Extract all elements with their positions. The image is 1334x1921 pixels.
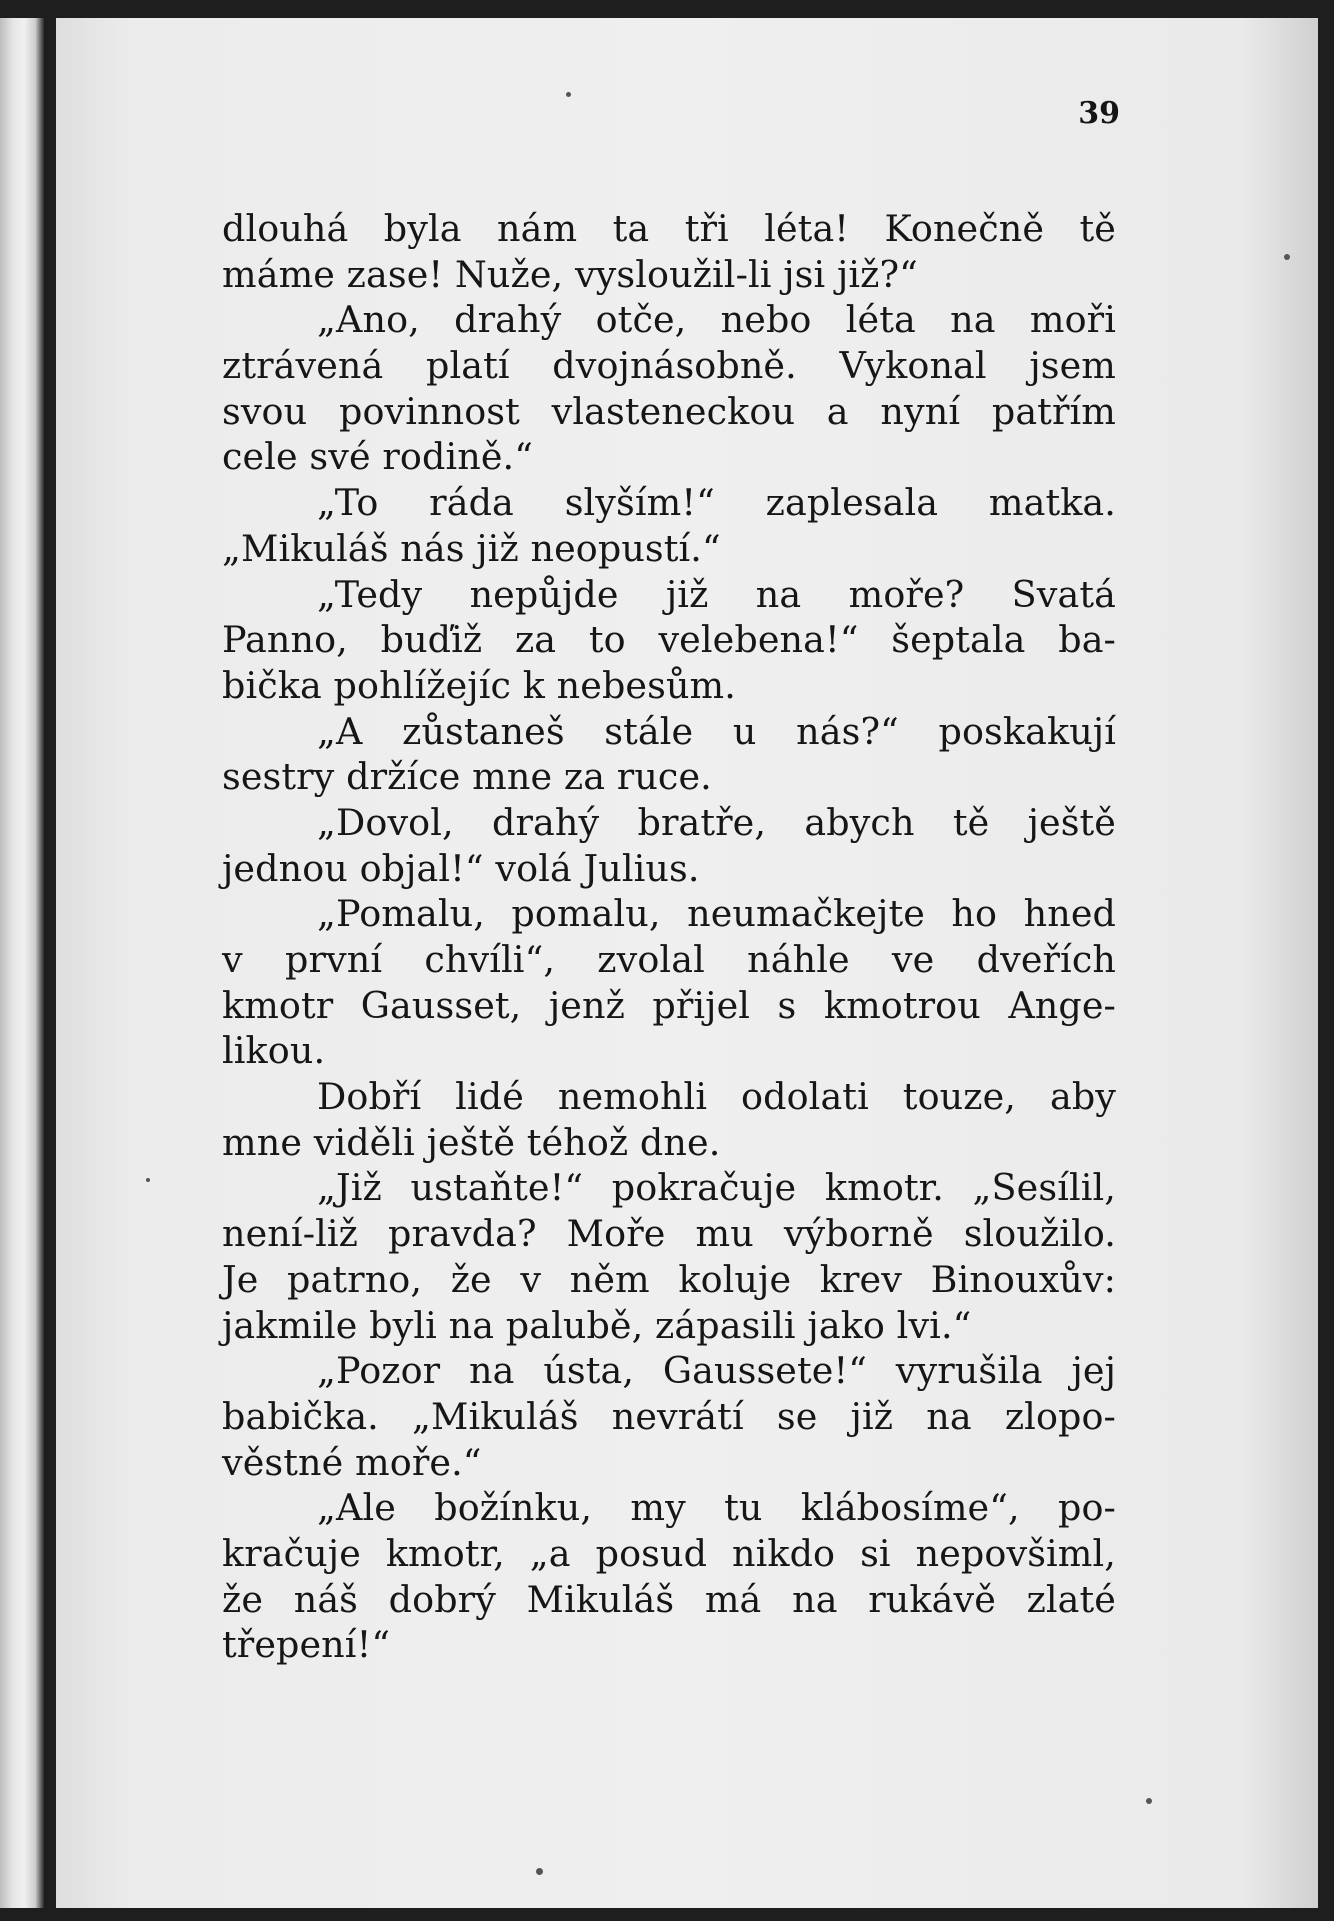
body-text (222, 206, 1116, 1668)
text-line: jakmile byli na palubě, zápasili jako lvi.“ (222, 1303, 972, 1347)
text-line: bička pohlížejíc k nebesům. (222, 663, 736, 707)
text-line: že náš dobrý Mikuláš má na rukávě zlaté (222, 1577, 1116, 1621)
text-line: jednou objal!“ volá Julius. (222, 846, 700, 890)
paper-speck (146, 1178, 150, 1182)
text-line: likou. (222, 1029, 326, 1073)
paper-speck (1284, 254, 1290, 260)
paper-speck (536, 1868, 543, 1875)
text-line: Je patrno, že v něm koluje krev Binouxův: (222, 1257, 1116, 1301)
page-number: 39 (1078, 96, 1120, 131)
paper-speck (1146, 1798, 1152, 1804)
text-line: cele své rodině.“ (222, 435, 534, 479)
text-line: Dobří lidé nemohli odolati touze, aby (317, 1075, 1116, 1119)
text-line: svou povinnost vlasteneckou a nyní patřím (222, 389, 1116, 433)
text-line: „Ano, drahý otče, nebo léta na moři (317, 298, 1116, 342)
text-line: „Dovol, drahý bratře, abych tě ještě (317, 800, 1116, 844)
text-line: „Pomalu, pomalu, neumačkejte ho hned (317, 892, 1116, 936)
text-line: „Tedy nepůjde již na moře? Svatá (317, 572, 1116, 616)
text-line: ztrávená platí dvojnásobně. Vykonal jsem (222, 344, 1116, 388)
text-line: máme zase! Nuže, vysloužil-li jsi již?“ (222, 252, 918, 296)
text-line: „Pozor na ústa, Gaussete!“ vyrušila jej (317, 1349, 1116, 1393)
text-line: kračuje kmotr, „a posud nikdo si nepovšiml, (222, 1531, 1116, 1575)
text-line: mne viděli ještě téhož dne. (222, 1120, 721, 1164)
text-line: věstné moře.“ (222, 1440, 482, 1484)
previous-page-edge (0, 18, 44, 1908)
text-line: babička. „Mikuláš nevrátí se již na zlopo- (222, 1394, 1116, 1438)
text-line: „Mikuláš nás již neopustí.“ (222, 526, 721, 570)
text-line: „Ale božínku, my tu klábosíme“, po- (317, 1486, 1116, 1530)
text-line: není-liž pravda? Moře mu výborně sloužilo. (222, 1212, 1116, 1256)
text-line: třepení!“ (222, 1623, 391, 1667)
paper-speck (566, 92, 571, 97)
text-line: „To ráda slyším!“ zaplesala matka. (317, 481, 1116, 525)
text-line: sestry držíce mne za ruce. (222, 755, 712, 799)
text-line: „A zůstaneš stále u nás?“ poskakují (317, 709, 1116, 753)
text-line: „Již ustaňte!“ pokračuje kmotr. „Sesílil, (317, 1166, 1116, 1210)
text-line: kmotr Gausset, jenž přijel s kmotrou Ange- (222, 983, 1116, 1027)
text-line: v první chvíli“, zvolal náhle ve dveřích (222, 938, 1116, 981)
text-line: dlouhá byla nám ta tři léta! Konečně tě (222, 207, 1116, 250)
text-line: Panno, buďiž za to velebena!“ šeptala ba- (222, 618, 1116, 662)
